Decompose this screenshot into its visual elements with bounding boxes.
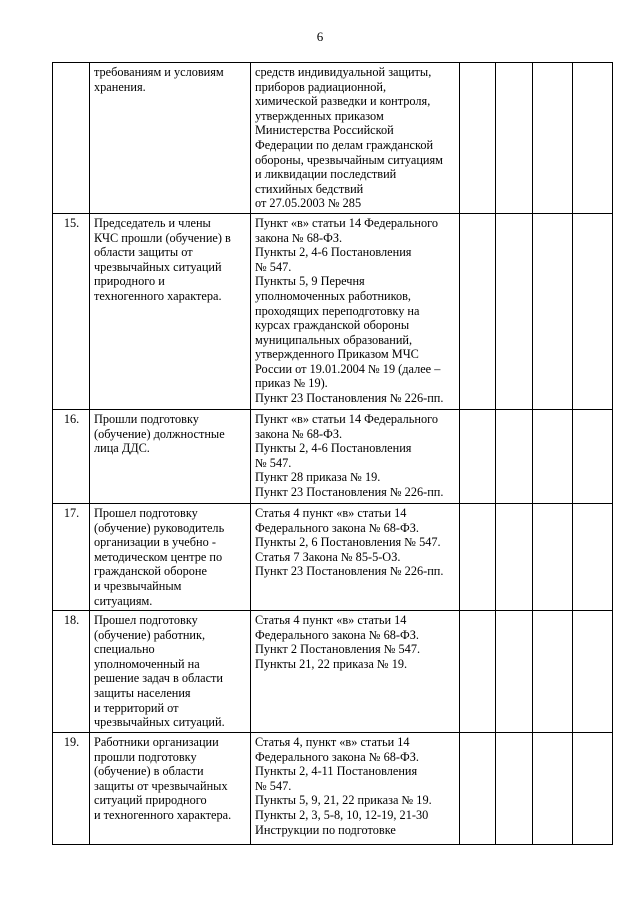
requirement-cell: требованиям и условиям хранения. (90, 63, 251, 214)
mark-cell (573, 503, 613, 610)
mark-cell (496, 63, 533, 214)
mark-cell (496, 503, 533, 610)
requirement-cell: Прошел подготовку (обучение) работник, специально уполномоченный на решение задач в области защиты населения и территорий от чрезвычайных ситуаций. (90, 611, 251, 733)
mark-cell (460, 213, 496, 409)
mark-cell (496, 409, 533, 503)
legal-basis-cell: Пункт «в» статьи 14 Федерального закона № 68-ФЗ. Пункты 2, 4-6 Постановления № 547. Пункт 28 приказа № 19. Пункт 23 Постановления № 226-пп. (251, 409, 460, 503)
mark-cell (533, 611, 573, 733)
page-number: 6 (316, 29, 324, 44)
mark-cell (460, 611, 496, 733)
row-number: 17. (53, 503, 90, 610)
mark-cell (533, 733, 573, 845)
table-row (53, 503, 613, 610)
row-number: 19. (53, 733, 90, 845)
mark-cell (460, 733, 496, 845)
mark-cell (573, 611, 613, 733)
legal-basis-cell: средств индивидуальной защиты, приборов радиационной, химической разведки и контроля, утвержденных приказом Министерства Российской Федерации по делам гражданской обороны, чрезвычайным ситуациям и ликвидации последствий стихийных бедствий от 27.05.2003 № 285 (251, 63, 460, 214)
table-row (53, 409, 613, 503)
mark-cell (573, 213, 613, 409)
mark-cell (573, 409, 613, 503)
mark-cell (533, 503, 573, 610)
legal-basis-cell: Статья 4 пункт «в» статьи 14 Федерального закона № 68-ФЗ. Пункт 2 Постановления № 547. Пункты 21, 22 приказа № 19. (251, 611, 460, 733)
row-number: 18. (53, 611, 90, 733)
row-number: 15. (53, 213, 90, 409)
checklist-table (52, 62, 613, 845)
mark-cell (573, 733, 613, 845)
requirement-cell: Прошел подготовку (обучение) руководитель организации в учебно - методическом центре по гражданской обороне и чрезвычайным ситуациям. (90, 503, 251, 610)
legal-basis-cell: Статья 4 пункт «в» статьи 14 Федерального закона № 68-ФЗ. Пункты 2, 6 Постановления № 547. Статья 7 Закона № 85-5-ОЗ. Пункт 23 Постановления № 226-пп. (251, 503, 460, 610)
mark-cell (496, 733, 533, 845)
mark-cell (496, 213, 533, 409)
mark-cell (573, 63, 613, 214)
row-number: 16. (53, 409, 90, 503)
legal-basis-cell: Статья 4, пункт «в» статьи 14 Федерального закона № 68-ФЗ. Пункты 2, 4-11 Постановления № 547. Пункты 5, 9, 21, 22 приказа № 19. Пункты 2, 3, 5-8, 10, 12-19, 21-30 Инструкции по подготовке (251, 733, 460, 845)
requirement-cell: Прошли подготовку (обучение) должностные лица ДДС. (90, 409, 251, 503)
table-row (53, 213, 613, 409)
row-number (53, 63, 90, 214)
requirement-cell: Работники организации прошли подготовку (обучение) в области защиты от чрезвычайных ситуаций природного и техногенного характера. (90, 733, 251, 845)
requirement-cell: Председатель и члены КЧС прошли (обучение) в области защиты от чрезвычайных ситуаций природного и техногенного характера. (90, 213, 251, 409)
mark-cell (533, 409, 573, 503)
mark-cell (533, 213, 573, 409)
table-row (53, 63, 613, 214)
mark-cell (496, 611, 533, 733)
mark-cell (460, 503, 496, 610)
table-row (53, 611, 613, 733)
mark-cell (533, 63, 573, 214)
legal-basis-cell: Пункт «в» статьи 14 Федерального закона № 68-ФЗ. Пункты 2, 4-6 Постановления № 547. Пункты 5, 9 Перечня уполномоченных работников, проходящих переподготовку на курсах гражданской обороны муниципальных образований, утвержденного Приказом МЧС России от 19.01.2004 № 19 (далее – приказ № 19). Пункт 23 Постановления № 226-пп. (251, 213, 460, 409)
table-row (53, 733, 613, 845)
mark-cell (460, 63, 496, 214)
mark-cell (460, 409, 496, 503)
